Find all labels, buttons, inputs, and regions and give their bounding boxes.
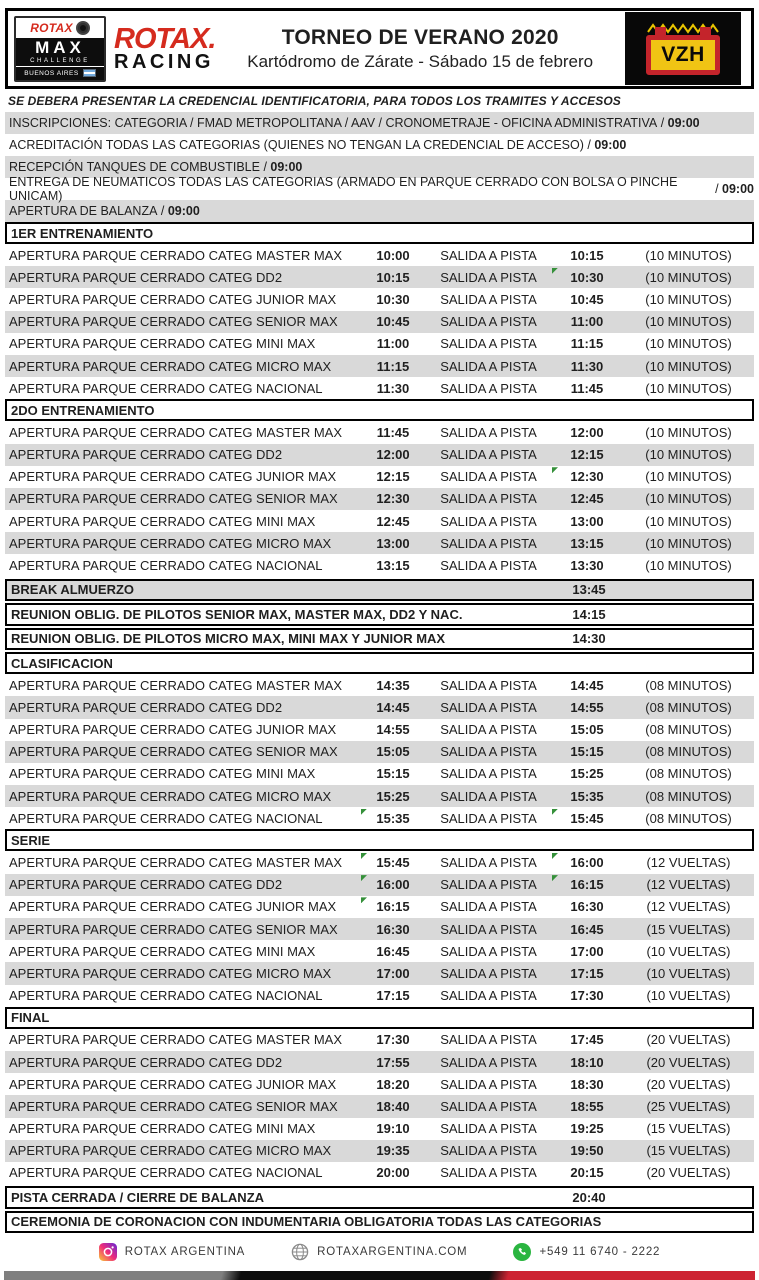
- schedule-row: [5, 962, 754, 984]
- argentina-flag-icon: [83, 69, 96, 77]
- row-label: APERTURA PARQUE CERRADO CATEG JUNIOR MAX: [9, 469, 337, 485]
- open-time: 20:00: [376, 1165, 410, 1181]
- salida-label: SALIDA A PISTA: [440, 1032, 537, 1048]
- row-label: APERTURA PARQUE CERRADO CATEG NACIONAL: [9, 380, 323, 396]
- row-duration: (15 VUELTAS): [646, 921, 731, 937]
- section-title: 1ER ENTRENAMIENTO: [11, 225, 154, 241]
- open-time: 17:55: [376, 1054, 410, 1070]
- salida-label: SALIDA A PISTA: [440, 899, 537, 915]
- section-title: 2DO ENTRENAMIENTO: [11, 402, 155, 418]
- whatsapp-icon: [513, 1243, 531, 1261]
- banner-row: [5, 579, 754, 602]
- row-duration: (08 MINUTOS): [645, 699, 732, 715]
- track-time: 17:15: [570, 965, 604, 981]
- row-duration: (10 MINUTOS): [645, 513, 732, 529]
- row-duration: (10 MINUTOS): [645, 491, 732, 507]
- track-time: 19:25: [570, 1121, 604, 1137]
- gear-icon: [76, 21, 90, 35]
- open-time: 12:30: [376, 491, 410, 507]
- schedule-row: [5, 741, 754, 763]
- track-time: 17:45: [570, 1032, 604, 1048]
- comment-marker-icon: [361, 897, 367, 903]
- info-rows: [5, 112, 754, 222]
- salida-label: SALIDA A PISTA: [440, 424, 537, 440]
- salida-label: SALIDA A PISTA: [440, 699, 537, 715]
- racing-text: RACING: [114, 51, 214, 74]
- schedule-row: [5, 333, 754, 355]
- row-duration: (10 MINUTOS): [645, 269, 732, 285]
- footer-contacts: [5, 1238, 754, 1266]
- open-time: 18:40: [376, 1098, 410, 1114]
- schedule-row: [5, 355, 754, 377]
- open-time: 16:00: [360, 874, 426, 896]
- info-text: ACREDITACIÓN TODAS LAS CATEGORIAS (QUIENES NO TENGAN LA CREDENCIAL DE ACCESO): [9, 138, 584, 152]
- salida-label: SALIDA A PISTA: [440, 447, 537, 463]
- banner-time: [553, 1213, 625, 1232]
- row-label: APERTURA PARQUE CERRADO CATEG SENIOR MAX: [9, 491, 338, 507]
- open-time: 16:30: [376, 921, 410, 937]
- track-time: 12:00: [570, 424, 604, 440]
- row-label: APERTURA PARQUE CERRADO CATEG NACIONAL: [9, 1165, 323, 1181]
- row-label: APERTURA PARQUE CERRADO CATEG MICRO MAX: [9, 535, 332, 551]
- track-time: 17:00: [570, 943, 604, 959]
- schedule-row: [5, 785, 754, 807]
- row-duration: (20 VUELTAS): [646, 1165, 731, 1181]
- salida-label: SALIDA A PISTA: [440, 291, 537, 307]
- row-label: APERTURA PARQUE CERRADO CATEG DD2: [9, 699, 283, 715]
- open-time: 15:35: [360, 807, 426, 829]
- open-time: 14:45: [376, 699, 410, 715]
- open-time: 11:00: [376, 336, 410, 352]
- comment-marker-icon: [552, 875, 558, 881]
- schedule-row: [5, 421, 754, 443]
- comment-marker-icon: [361, 809, 367, 815]
- track-time: 10:15: [570, 247, 604, 263]
- row-duration: (08 MINUTOS): [645, 788, 732, 804]
- section-title: FINAL: [11, 1010, 50, 1026]
- salida-label: SALIDA A PISTA: [440, 535, 537, 551]
- schedule-row: [5, 719, 754, 741]
- track-time: 15:35: [570, 788, 604, 804]
- row-label: APERTURA PARQUE CERRADO CATEG SENIOR MAX: [9, 921, 338, 937]
- schedule-row: [5, 940, 754, 962]
- open-time: 10:30: [376, 291, 410, 307]
- track-time: 17:30: [570, 988, 604, 1004]
- track-time: 12:15: [570, 447, 604, 463]
- schedule-row: [5, 1051, 754, 1073]
- track-time: 15:05: [570, 722, 604, 738]
- row-label: APERTURA PARQUE CERRADO CATEG JUNIOR MAX: [9, 899, 337, 915]
- instagram-link[interactable]: [99, 1243, 245, 1261]
- open-time: 13:15: [376, 558, 410, 574]
- salida-label: SALIDA A PISTA: [440, 921, 537, 937]
- row-duration: (10 MINUTOS): [645, 535, 732, 551]
- schedule-row: [5, 1118, 754, 1140]
- row-label: APERTURA PARQUE CERRADO CATEG MASTER MAX: [9, 247, 342, 263]
- comment-marker-icon: [552, 467, 558, 473]
- schedule-row: [5, 532, 754, 554]
- racing-rotax-text: ROTAX.: [114, 22, 216, 55]
- section-header: [5, 399, 754, 421]
- info-text: INSCRIPCIONES: CATEGORIA / FMAD METROPOLITANA / AAV / CRONOMETRAJE - OFICINA ADMINISTRATIVA: [9, 116, 658, 130]
- schedule-row: [5, 1073, 754, 1095]
- open-time: 15:45: [360, 851, 426, 873]
- row-duration: (15 VUELTAS): [646, 1143, 731, 1159]
- vzh-logo: [625, 12, 741, 85]
- battery-icon: [646, 35, 720, 75]
- comment-marker-icon: [552, 268, 558, 274]
- region-text: BUENOS AIRES: [24, 69, 79, 77]
- salida-label: SALIDA A PISTA: [440, 469, 537, 485]
- banner-time: 14:30: [572, 631, 606, 647]
- vzh-text: VZH: [661, 43, 705, 66]
- info-separator: /: [657, 116, 668, 130]
- rotax-racing-logo: [114, 22, 216, 74]
- info-separator: /: [259, 160, 271, 174]
- track-time: 11:30: [570, 358, 604, 374]
- open-time: 15:05: [376, 744, 410, 760]
- track-time: 12:30: [551, 466, 623, 488]
- track-time: 10:30: [551, 266, 623, 288]
- section-title: CLASIFICACION: [11, 655, 113, 671]
- website-link[interactable]: [291, 1243, 467, 1261]
- salida-label: SALIDA A PISTA: [440, 1165, 537, 1181]
- open-time: 10:45: [376, 314, 410, 330]
- row-duration: (10 MINUTOS): [645, 380, 732, 396]
- open-time: 15:25: [376, 788, 410, 804]
- bottom-stripe: [4, 1271, 755, 1280]
- track-time: 16:30: [570, 899, 604, 915]
- track-time: 14:55: [570, 699, 604, 715]
- title-block: [221, 26, 619, 72]
- salida-label: SALIDA A PISTA: [440, 744, 537, 760]
- row-duration: (12 VUELTAS): [646, 855, 731, 871]
- row-label: APERTURA PARQUE CERRADO CATEG NACIONAL: [9, 988, 323, 1004]
- salida-label: SALIDA A PISTA: [440, 788, 537, 804]
- info-row: [5, 200, 754, 222]
- banner-title: REUNION OBLIG. DE PILOTOS SENIOR MAX, MASTER MAX, DD2 Y NAC.: [11, 606, 463, 622]
- schedule-row: [5, 874, 754, 896]
- comment-marker-icon: [361, 853, 367, 859]
- open-time: 12:45: [376, 513, 410, 529]
- row-duration: (15 VUELTAS): [646, 1121, 731, 1137]
- salida-label: SALIDA A PISTA: [440, 1098, 537, 1114]
- salida-label: SALIDA A PISTA: [440, 1121, 537, 1137]
- row-label: APERTURA PARQUE CERRADO CATEG MICRO MAX: [9, 788, 332, 804]
- track-time: 16:45: [570, 921, 604, 937]
- row-duration: (10 MINUTOS): [645, 358, 732, 374]
- track-time: 20:15: [570, 1165, 604, 1181]
- track-time: 13:15: [570, 535, 604, 551]
- schedule-row: [5, 466, 754, 488]
- schedule-row: [5, 1162, 754, 1184]
- open-time: 10:15: [376, 269, 410, 285]
- track-time: 12:45: [570, 491, 604, 507]
- salida-label: SALIDA A PISTA: [440, 677, 537, 693]
- schedule-row: [5, 311, 754, 333]
- row-label: APERTURA PARQUE CERRADO CATEG DD2: [9, 877, 283, 893]
- row-label: APERTURA PARQUE CERRADO CATEG MINI MAX: [9, 336, 316, 352]
- track-time: 10:45: [570, 291, 604, 307]
- row-duration: (08 MINUTOS): [645, 766, 732, 782]
- banner-time: 20:40: [572, 1189, 606, 1205]
- salida-label: SALIDA A PISTA: [440, 1143, 537, 1159]
- open-time: 16:45: [376, 943, 410, 959]
- track-time: 11:15: [570, 336, 604, 352]
- banner-time: 14:15: [572, 606, 606, 622]
- row-duration: (20 VUELTAS): [646, 1032, 731, 1048]
- section-header: [5, 222, 754, 244]
- row-label: APERTURA PARQUE CERRADO CATEG SENIOR MAX: [9, 314, 338, 330]
- salida-label: SALIDA A PISTA: [440, 314, 537, 330]
- open-time: 19:35: [376, 1143, 410, 1159]
- row-label: APERTURA PARQUE CERRADO CATEG MINI MAX: [9, 1121, 316, 1137]
- row-duration: (10 VUELTAS): [646, 943, 731, 959]
- banner-title: PISTA CERRADA / CIERRE DE BALANZA: [11, 1189, 265, 1205]
- info-row: [5, 175, 754, 203]
- schedule-row: [5, 985, 754, 1007]
- info-time: 09:00: [167, 204, 200, 218]
- comment-marker-icon: [552, 853, 558, 859]
- row-label: APERTURA PARQUE CERRADO CATEG DD2: [9, 1054, 283, 1070]
- rotax-brand-text: ROTAX: [30, 20, 73, 35]
- salida-label: SALIDA A PISTA: [440, 1054, 537, 1070]
- schedule-row: [5, 244, 754, 266]
- credential-notice: SE DEBERA PRESENTAR LA CREDENCIAL IDENTIFICATORIA, PARA TODOS LOS TRAMITES Y ACCESOS: [8, 93, 621, 108]
- row-label: APERTURA PARQUE CERRADO CATEG DD2: [9, 269, 283, 285]
- salida-label: SALIDA A PISTA: [440, 810, 537, 826]
- track-time: 13:00: [570, 513, 604, 529]
- row-label: APERTURA PARQUE CERRADO CATEG MICRO MAX: [9, 965, 332, 981]
- instagram-label: ROTAX ARGENTINA: [124, 1246, 246, 1259]
- row-duration: (25 VUELTAS): [646, 1098, 731, 1114]
- track-time: 19:50: [570, 1143, 604, 1159]
- row-label: APERTURA PARQUE CERRADO CATEG SENIOR MAX: [9, 744, 338, 760]
- row-label: APERTURA PARQUE CERRADO CATEG JUNIOR MAX: [9, 1076, 337, 1092]
- header-logos: [14, 16, 215, 82]
- row-label: APERTURA PARQUE CERRADO CATEG MASTER MAX: [9, 1032, 342, 1048]
- schedule-row: [5, 674, 754, 696]
- row-duration: (10 MINUTOS): [645, 469, 732, 485]
- row-label: APERTURA PARQUE CERRADO CATEG MICRO MAX: [9, 1143, 332, 1159]
- salida-label: SALIDA A PISTA: [440, 513, 537, 529]
- info-text: ENTREGA DE NEUMATICOS TODAS LAS CATEGORIAS (ARMADO EN PARQUE CERRADO CON BOLSA O PINCHE UNICAM): [9, 175, 678, 203]
- section-header: [5, 652, 754, 674]
- open-time: 18:20: [376, 1076, 410, 1092]
- page-title: TORNEO DE VERANO 2020: [281, 25, 559, 49]
- track-time: 11:45: [570, 380, 604, 396]
- row-duration: (10 MINUTOS): [645, 291, 732, 307]
- info-row: [5, 134, 754, 156]
- open-time: 15:15: [376, 766, 410, 782]
- banner-row: [5, 603, 754, 626]
- row-label: APERTURA PARQUE CERRADO CATEG JUNIOR MAX: [9, 291, 337, 307]
- row-label: APERTURA PARQUE CERRADO CATEG MASTER MAX: [9, 855, 342, 871]
- schedule-row: [5, 918, 754, 940]
- salida-label: SALIDA A PISTA: [440, 855, 537, 871]
- salida-label: SALIDA A PISTA: [440, 965, 537, 981]
- row-duration: (08 MINUTOS): [645, 722, 732, 738]
- row-label: APERTURA PARQUE CERRADO CATEG MINI MAX: [9, 766, 316, 782]
- row-label: APERTURA PARQUE CERRADO CATEG MICRO MAX: [9, 358, 332, 374]
- schedule-row: [5, 1029, 754, 1051]
- row-duration: (10 MINUTOS): [645, 424, 732, 440]
- row-duration: (12 VUELTAS): [646, 877, 731, 893]
- info-time: 09:00: [594, 138, 627, 152]
- schedule-row: [5, 510, 754, 532]
- salida-label: SALIDA A PISTA: [440, 558, 537, 574]
- salida-label: SALIDA A PISTA: [440, 358, 537, 374]
- row-duration: (10 MINUTOS): [645, 336, 732, 352]
- row-label: APERTURA PARQUE CERRADO CATEG MASTER MAX: [9, 677, 342, 693]
- instagram-icon: [99, 1243, 117, 1261]
- open-time: 17:15: [376, 988, 410, 1004]
- row-label: APERTURA PARQUE CERRADO CATEG MINI MAX: [9, 943, 316, 959]
- schedule-row: [5, 1140, 754, 1162]
- track-time: 16:00: [551, 851, 623, 873]
- row-duration: (10 MINUTOS): [645, 247, 732, 263]
- open-time: 17:30: [376, 1032, 410, 1048]
- row-label: APERTURA PARQUE CERRADO CATEG SENIOR MAX: [9, 1098, 338, 1114]
- open-time: 11:15: [376, 358, 410, 374]
- section-title: SERIE: [11, 832, 51, 848]
- open-time: 12:15: [376, 469, 410, 485]
- salida-label: SALIDA A PISTA: [440, 1076, 537, 1092]
- banner-title: REUNION OBLIG. DE PILOTOS MICRO MAX, MINI MAX Y JUNIOR MAX: [11, 631, 446, 647]
- phone-label: +549 11 6740 - 2222: [539, 1246, 661, 1259]
- banner-title: CEREMONIA DE CORONACION CON INDUMENTARIA OBLIGATORIA TODAS LAS CATEGORIAS: [11, 1214, 602, 1230]
- section-header: [5, 1007, 754, 1029]
- open-time: 11:45: [376, 424, 410, 440]
- row-duration: (10 VUELTAS): [646, 965, 731, 981]
- schedule-row: [5, 807, 754, 829]
- schedule-row: [5, 696, 754, 718]
- info-row: [5, 112, 754, 134]
- track-time: 18:55: [570, 1098, 604, 1114]
- row-label: APERTURA PARQUE CERRADO CATEG NACIONAL: [9, 558, 323, 574]
- salida-label: SALIDA A PISTA: [440, 269, 537, 285]
- page-subtitle: Kartódromo de Zárate - Sábado 15 de febrero: [247, 51, 594, 71]
- salida-label: SALIDA A PISTA: [440, 988, 537, 1004]
- row-label: APERTURA PARQUE CERRADO CATEG JUNIOR MAX: [9, 722, 337, 738]
- banner-row: [5, 1186, 754, 1209]
- info-separator: /: [583, 138, 595, 152]
- schedule-row: [5, 896, 754, 918]
- challenge-text: CHALLENGE: [30, 58, 90, 64]
- schedule: [5, 222, 754, 1233]
- open-time: 14:35: [376, 677, 410, 693]
- section-header: [5, 829, 754, 851]
- salida-label: SALIDA A PISTA: [440, 877, 537, 893]
- row-label: APERTURA PARQUE CERRADO CATEG DD2: [9, 447, 283, 463]
- schedule-row: [5, 763, 754, 785]
- track-time: 16:15: [551, 874, 623, 896]
- schedule-row: [5, 488, 754, 510]
- info-time: 09:00: [722, 182, 754, 196]
- globe-icon: [291, 1243, 309, 1261]
- phone-link[interactable]: [513, 1243, 660, 1261]
- banner-row: [5, 1211, 754, 1234]
- salida-label: SALIDA A PISTA: [440, 380, 537, 396]
- track-time: 15:15: [570, 744, 604, 760]
- rotax-max-challenge-logo: [14, 16, 106, 82]
- schedule-row: [5, 851, 754, 873]
- open-time: 13:00: [376, 535, 410, 551]
- open-time: 19:10: [376, 1121, 410, 1137]
- schedule-row: [5, 444, 754, 466]
- row-duration: (08 MINUTOS): [645, 744, 732, 760]
- header: [5, 8, 754, 89]
- salida-label: SALIDA A PISTA: [440, 722, 537, 738]
- website-label: ROTAXARGENTINA.COM: [317, 1246, 468, 1259]
- track-time: 11:00: [570, 314, 604, 330]
- track-time: 13:30: [570, 558, 604, 574]
- track-time: 18:10: [570, 1054, 604, 1070]
- schedule-row: [5, 377, 754, 399]
- row-duration: (12 VUELTAS): [646, 899, 731, 915]
- info-time: 09:00: [667, 116, 700, 130]
- open-time: 17:00: [376, 965, 410, 981]
- max-text: MAX: [35, 38, 85, 57]
- row-duration: (10 MINUTOS): [645, 447, 732, 463]
- open-time: 14:55: [376, 722, 410, 738]
- row-duration: (10 MINUTOS): [645, 314, 732, 330]
- salida-label: SALIDA A PISTA: [440, 247, 537, 263]
- track-time: 15:45: [551, 807, 623, 829]
- info-text: RECEPCIÓN TANQUES DE COMBUSTIBLE: [9, 160, 260, 174]
- schedule-row: [5, 266, 754, 288]
- row-duration: (20 VUELTAS): [646, 1076, 731, 1092]
- row-duration: (08 MINUTOS): [645, 810, 732, 826]
- banner-title: BREAK ALMUERZO: [11, 582, 135, 598]
- row-duration: (08 MINUTOS): [645, 677, 732, 693]
- row-label: APERTURA PARQUE CERRADO CATEG NACIONAL: [9, 810, 323, 826]
- row-label: APERTURA PARQUE CERRADO CATEG MASTER MAX: [9, 424, 342, 440]
- info-text: APERTURA DE BALANZA: [9, 204, 158, 218]
- schedule-row: [5, 554, 754, 576]
- open-time: 11:30: [376, 380, 410, 396]
- comment-marker-icon: [361, 875, 367, 881]
- schedule-row: [5, 288, 754, 310]
- schedule-row: [5, 1095, 754, 1117]
- row-label: APERTURA PARQUE CERRADO CATEG MINI MAX: [9, 513, 316, 529]
- salida-label: SALIDA A PISTA: [440, 766, 537, 782]
- row-duration: (20 VUELTAS): [646, 1054, 731, 1070]
- salida-label: SALIDA A PISTA: [440, 943, 537, 959]
- open-time: 16:15: [360, 896, 426, 918]
- info-separator: /: [157, 204, 168, 218]
- row-duration: (10 VUELTAS): [646, 988, 731, 1004]
- row-duration: (10 MINUTOS): [645, 558, 732, 574]
- open-time: 12:00: [376, 447, 410, 463]
- info-time: 09:00: [270, 160, 303, 174]
- info-separator: /: [711, 182, 723, 196]
- comment-marker-icon: [552, 809, 558, 815]
- track-time: 18:30: [570, 1076, 604, 1092]
- banner-row: [5, 628, 754, 651]
- banner-time: 13:45: [572, 582, 606, 598]
- salida-label: SALIDA A PISTA: [440, 336, 537, 352]
- open-time: 10:00: [376, 247, 410, 263]
- salida-label: SALIDA A PISTA: [440, 491, 537, 507]
- track-time: 14:45: [570, 677, 604, 693]
- track-time: 15:25: [570, 766, 604, 782]
